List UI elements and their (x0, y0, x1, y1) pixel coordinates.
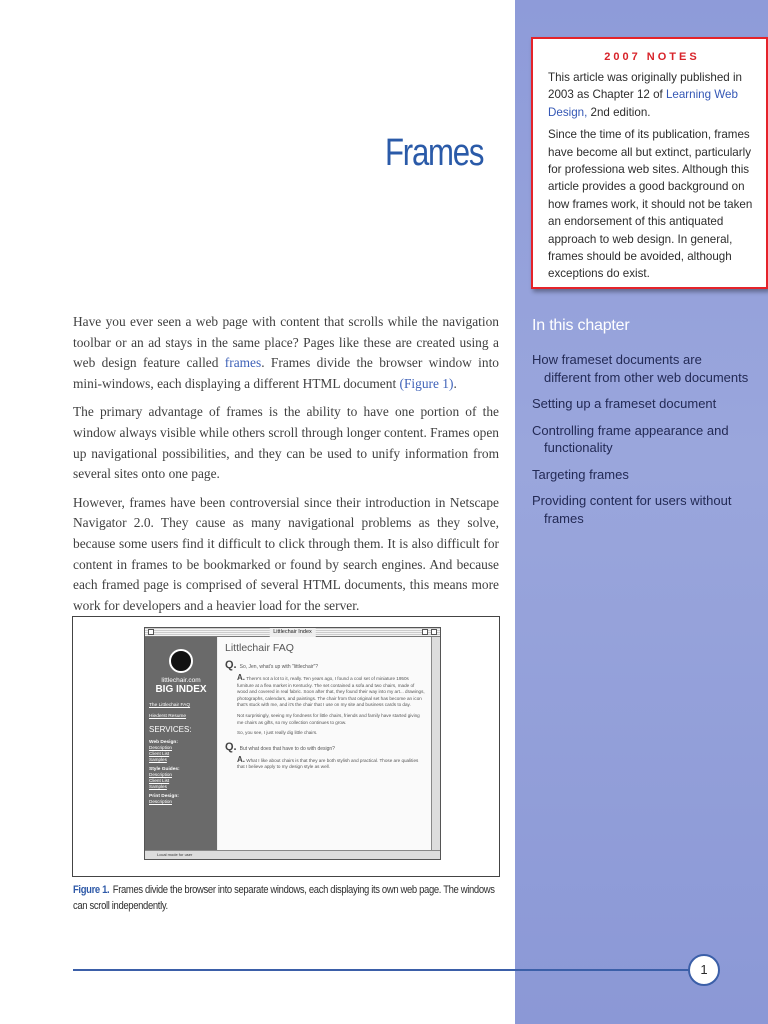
body-paragraph-2: The primary advantage of frames is the ability to have one portion of the window always visible while others scroll through longer content. Frames open up navigational possibilities, and they can be used to unify information from several sites onto one page. (73, 404, 499, 482)
chair-logo-icon (169, 649, 193, 673)
service-link: Client List (149, 751, 170, 756)
window-title-bar (145, 628, 440, 637)
service-link: Samples (149, 757, 167, 762)
close-box-icon (148, 629, 154, 635)
left-frame (145, 637, 217, 852)
answer-text: There's not a lot to it, really. Ten years ago, I found a cool set of miniature 1950s furniture at a flea market in Kentucky. The set contained a sofa and two chairs, made of wood and covered in real fabric. Soon after that, they found their way into my art... drawings, photographs, calendars, and paintings. The chair from that original set has become an icon that's stuck with me, and it's the chair that I use on my site and business cards to day. (237, 676, 425, 708)
figure-1 (72, 616, 500, 877)
chapter-item: Targeting frames (532, 466, 629, 482)
answer-1c: So, you see, I just really dig little chairs. (237, 730, 318, 736)
right-frame (218, 637, 432, 852)
figure-1-link[interactable]: (Figure 1) (399, 375, 454, 391)
chapter-item: Setting up a frameset document (532, 396, 717, 411)
body-text-span: . (453, 375, 457, 391)
chapter-list (532, 351, 752, 536)
chapter-item: Providing content for users without frames (532, 493, 732, 526)
q-letter: Q. (225, 740, 237, 753)
service-link: Description (149, 799, 172, 804)
service-link: Description (149, 745, 172, 750)
body-text-span: . Frames divide the browser window into mini-windows, each displaying a different HTML document (73, 355, 499, 391)
chapter-list-heading: In this chapter (532, 317, 630, 334)
service-group-title: Web Design: (149, 740, 178, 745)
faq-heading: Littlechair FAQ (225, 642, 294, 654)
notes-paragraph-2: Since the time of its publication, frames have become all but extinct, particularly for professiona web sites. Although this article provides a good background on how frames work, it should not be taken an endorsement of this antiquated approach to web design. In general, frames should be avoided, although exceptions do exist. (548, 128, 753, 281)
notes-text: 2nd edition. (587, 105, 651, 119)
figure-label: Figure 1. (73, 884, 110, 896)
notes-paragraph-1 (548, 69, 756, 121)
collapse-box-icon (431, 629, 437, 635)
q-letter: Q. (225, 659, 237, 671)
caption-text: Frames divide the browser into separate windows, each displaying its own web page. The windows can scroll independently. (73, 884, 495, 912)
service-link: Client List (149, 778, 170, 783)
body-paragraph-1 (73, 312, 499, 394)
a-letter: A. (237, 754, 245, 764)
chapter-item: Controlling frame appearance and functionality (532, 422, 729, 455)
notes-box (531, 37, 768, 289)
frame-scrollbar (431, 637, 440, 852)
figure-caption (73, 882, 503, 914)
chapter-item: How frameset documents are different from other web documents (532, 352, 749, 385)
status-bar: Local mode for user (145, 850, 440, 859)
service-link: Samples (149, 784, 167, 789)
big-index-heading: BIG INDEX (155, 684, 207, 695)
body-text-span: Have you ever seen a web page with content that scrolls while the navigation toolbar or an ad stays in the same place? Pages like these are created using a web design feature called (73, 314, 499, 371)
faq-link: The Littlechair FAQ (149, 703, 191, 708)
resume-link: Hiederst Resume (149, 714, 187, 719)
browser-window-screenshot (144, 627, 441, 860)
question-1 (225, 659, 425, 671)
site-name: littlechair.com (161, 677, 201, 684)
window-title: Littlechair Index (269, 628, 316, 637)
service-link: Description (149, 772, 172, 777)
page-title: Frames (385, 132, 484, 174)
notes-text: This article was originally published in 2003 as Chapter 12 of (548, 71, 742, 102)
answer-1b: Not surprisingly, seeing my fondness for little chairs, friends and family have started giving me chairs as gifts, so my collection continues to grow. (237, 712, 420, 725)
services-heading: SERVICES: (149, 725, 192, 734)
service-group-title: Print Design: (149, 794, 179, 799)
service-group-title: Style Guides: (149, 767, 180, 772)
answer-text: What I like about chairs is that they are both stylish and practical. Those are qualities that I believe apply to my design style as well. (237, 757, 419, 770)
a-letter: A. (237, 673, 245, 682)
frames-link[interactable]: frames (224, 355, 262, 371)
zoom-box-icon (422, 629, 428, 635)
body-text (73, 312, 499, 624)
answer-1 (225, 675, 425, 709)
body-paragraph-3: However, frames have been controversial since their introduction in Netscape Navigator 2.0. They cause as many navigational problems as they solve, because some users find it difficult to click through them. It is also difficult for content in frames to be bookmarked or found by search engines. And because each framed page is comprised of several HTML documents, this means more work for developers and a heavier load for the server. (73, 494, 499, 613)
learning-web-design-link[interactable]: Learning Web Design, (548, 88, 738, 119)
notes-heading: 2007 NOTES (604, 51, 700, 63)
footer-rule (73, 969, 695, 971)
question-2 (225, 741, 425, 753)
answer-2 (225, 754, 425, 771)
question-text: So, Jen, what's up with "littlechair"? (239, 664, 319, 670)
question-text: But what does that have to do with design? (239, 745, 335, 752)
page-number: 1 (688, 954, 720, 986)
